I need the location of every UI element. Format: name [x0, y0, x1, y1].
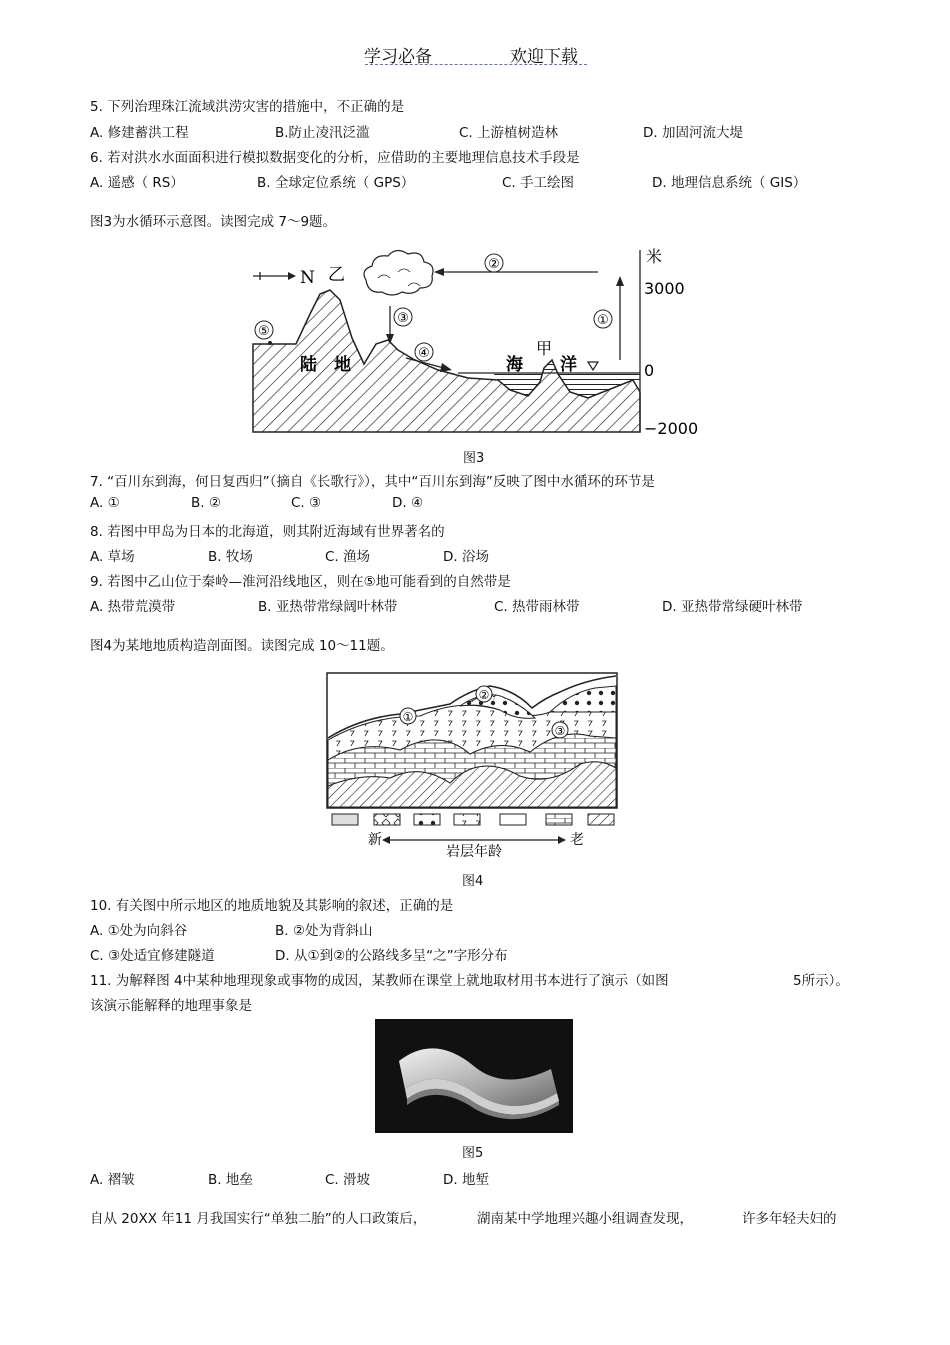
q11-stem-part3: 该演示能解释的地理事象是 — [90, 998, 252, 1014]
header-left: 学习必备 — [364, 47, 432, 67]
mountain-yi-label: 乙 — [328, 265, 345, 285]
q7-stem: 7. “百川东到海，何日复西归”（摘自《长歌行》），其中“百川东到海”反映了图中水循环的环节是 — [90, 474, 655, 490]
figure4-caption: 图4 — [462, 874, 484, 889]
q5-option-d: D. 加固河流大堤 — [643, 125, 743, 141]
legend-axis-label: 岩层年龄 — [446, 844, 502, 860]
q6-option-a: A. 遥感（ RS） — [90, 175, 184, 191]
rock-legend — [332, 814, 614, 825]
next-passage-part2: 湖南某中学地理兴趣小组调查发现， — [477, 1211, 693, 1227]
q9-option-c: C. 热带雨林带 — [494, 599, 580, 615]
q11-stem-part2: 5所示）。 — [793, 973, 849, 989]
q11-option-b: B. 地垒 — [208, 1172, 253, 1188]
q8-option-b: B. 牧场 — [208, 549, 253, 565]
q6-option-b: B. 全球定位系统（ GPS） — [257, 175, 415, 191]
sea-label-2: 洋 — [560, 355, 577, 375]
legend-old: 老 — [570, 832, 584, 848]
q10-option-a: A. ①处为向斜谷 — [90, 923, 188, 939]
figure3-intro: 图3为水循环示意图。读图完成 7～9题。 — [90, 214, 337, 230]
q7-option-a: A. ① — [90, 495, 120, 511]
land-label-2: 地 — [334, 355, 351, 375]
sea-label-1: 海 — [506, 355, 523, 375]
q9-option-b: B. 亚热带常绿阔叶林带 — [258, 599, 398, 615]
svg-text:④: ④ — [418, 346, 430, 361]
q8-option-c: C. 渔场 — [325, 549, 371, 565]
figure3-water-cycle-diagram — [248, 242, 708, 442]
q8-stem: 8. 若图中甲岛为日本的北海道，则其附近海域有世界著名的 — [90, 524, 445, 540]
q6-option-d: D. 地理信息系统（ GIS） — [652, 175, 807, 191]
q11-stem-part1: 11. 为解释图 4中某种地理现象或事物的成因，某教师在课堂上就地取材用书本进行了演示（如图 — [90, 973, 669, 989]
land-label-1: 陆 — [300, 355, 317, 375]
q8-option-a: A. 草场 — [90, 549, 135, 565]
q5-option-b: B.防止凌汛泛滥 — [275, 125, 370, 141]
sea-level-marker — [588, 362, 598, 370]
figure5-caption: 图5 — [462, 1146, 484, 1161]
svg-text:①: ① — [597, 313, 609, 328]
figure3-caption: 图3 — [463, 451, 485, 466]
tick-minus-2000: −2000 — [644, 419, 699, 438]
q8-option-d: D. 浴场 — [443, 549, 489, 565]
q5-option-a: A. 修建蓄洪工程 — [90, 125, 189, 141]
q9-stem: 9. 若图中乙山位于秦岭—淮河沿线地区，则在⑤地可能看到的自然带是 — [90, 574, 511, 590]
cloud-icon — [364, 250, 433, 295]
svg-text:②: ② — [478, 688, 490, 702]
svg-text:①: ① — [402, 710, 414, 724]
q10-option-c: C. ③处适宜修建隧道 — [90, 948, 215, 964]
tick-0: 0 — [644, 361, 655, 380]
legend-young: 新 — [368, 832, 382, 848]
figure4-geologic-section — [320, 668, 630, 860]
svg-text:③: ③ — [554, 724, 566, 738]
q10-option-b: B. ②处为背斜山 — [275, 923, 373, 939]
tick-3000: 3000 — [644, 279, 685, 298]
next-passage-part1: 自从 20XX 年11 月我国实行“单独二胎”的人口政策后， — [90, 1211, 427, 1227]
header-right: 欢迎下载 — [510, 47, 578, 67]
q5-stem: 5. 下列治理珠江流域洪涝灾害的措施中，不正确的是 — [90, 99, 405, 115]
north-label: N — [300, 268, 315, 288]
q10-stem: 10. 有关图中所示地区的地质地貌及其影响的叙述，正确的是 — [90, 898, 454, 914]
figure4-intro: 图4为某地地质构造剖面图。读图完成 10～11题。 — [90, 638, 394, 654]
q6-stem: 6. 若对洪水水面面积进行模拟数据变化的分析，应借助的主要地理信息技术手段是 — [90, 150, 580, 166]
q11-option-a: A. 褶皱 — [90, 1172, 135, 1188]
svg-text:②: ② — [488, 257, 500, 272]
q6-option-c: C. 手工绘图 — [502, 175, 575, 191]
q9-option-a: A. 热带荒漠带 — [90, 599, 176, 615]
q7-option-d: D. ④ — [392, 495, 424, 511]
q10-option-d: D. 从①到②的公路线多呈“之”字形分布 — [275, 948, 508, 964]
figure5-folded-book-photo — [375, 1019, 573, 1133]
svg-text:⑤: ⑤ — [258, 324, 270, 339]
q7-option-b: B. ② — [191, 495, 221, 511]
q11-option-d: D. 地堑 — [443, 1172, 489, 1188]
q11-option-c: C. 滑坡 — [325, 1172, 371, 1188]
svg-text:③: ③ — [397, 311, 409, 326]
next-passage-part3: 许多年轻夫妇的 — [742, 1211, 837, 1227]
header-divider — [365, 64, 587, 65]
elevation-unit: 米 — [646, 247, 663, 266]
q7-option-c: C. ③ — [291, 495, 322, 511]
q5-option-c: C. 上游植树造林 — [459, 125, 559, 141]
island-jia-label: 甲 — [536, 339, 553, 358]
q9-option-d: D. 亚热带常绿硬叶林带 — [662, 599, 803, 615]
